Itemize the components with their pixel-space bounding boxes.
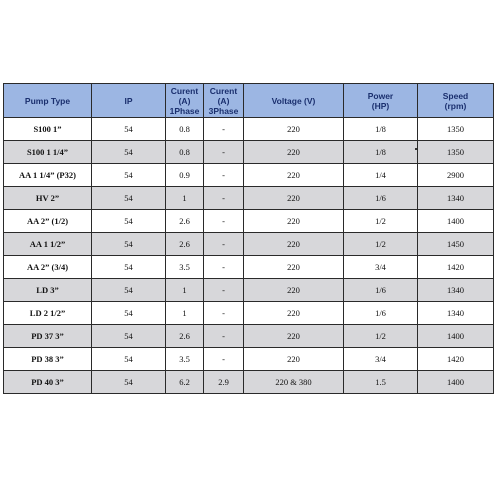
cell-cur3: 2.9 <box>204 371 244 394</box>
cell-type: PD 40 3” <box>4 371 92 394</box>
cell-ip: 54 <box>92 141 166 164</box>
cell-volt: 220 <box>244 348 344 371</box>
cell-cur1: 0.9 <box>166 164 204 187</box>
table-row <box>4 348 494 371</box>
cell-power: 3/4 <box>344 348 418 371</box>
cell-power: 1/6 <box>344 187 418 210</box>
cell-cur1: 3.5 <box>166 256 204 279</box>
table-row <box>4 141 494 164</box>
header-type <box>4 84 92 118</box>
cell-speed: 1420 <box>418 348 494 371</box>
header-speed-line: Speed <box>442 90 469 101</box>
cell-speed: 1350 <box>418 141 494 164</box>
cell-ip: 54 <box>92 371 166 394</box>
cell-volt: 220 <box>244 210 344 233</box>
cell-cur3: - <box>204 256 244 279</box>
cell-speed: 1450 <box>418 233 494 256</box>
header-cur3 <box>204 84 244 118</box>
header-cur1-line: Curent <box>170 85 199 96</box>
table-row <box>4 279 494 302</box>
cell-cur3: - <box>204 187 244 210</box>
header-cur1-line: 1Phase <box>169 105 200 116</box>
cell-cur1: 2.6 <box>166 210 204 233</box>
cell-type: S100 1” <box>4 118 92 141</box>
cell-speed: 2900 <box>418 164 494 187</box>
cell-cur3: - <box>204 210 244 233</box>
cell-speed: 1420 <box>418 256 494 279</box>
cell-speed: 1340 <box>418 187 494 210</box>
cell-ip: 54 <box>92 233 166 256</box>
cell-type: AA 1 1/2” <box>4 233 92 256</box>
cell-type: AA 1 1/4” (P32) <box>4 164 92 187</box>
header-power <box>344 84 418 118</box>
cell-volt: 220 & 380 <box>244 371 344 394</box>
cell-volt: 220 <box>244 187 344 210</box>
pump-spec-table <box>3 83 494 394</box>
cell-cur3: - <box>204 141 244 164</box>
header-volt-line: Voltage (V) <box>271 95 316 106</box>
cell-volt: 220 <box>244 325 344 348</box>
cell-speed: 1340 <box>418 302 494 325</box>
cell-power: 3/4 <box>344 256 418 279</box>
cell-type: LD 2 1/2” <box>4 302 92 325</box>
header-ip-line: IP <box>124 95 133 106</box>
cell-ip: 54 <box>92 187 166 210</box>
table-row <box>4 118 494 141</box>
cell-cur3: - <box>204 118 244 141</box>
cell-ip: 54 <box>92 302 166 325</box>
cell-type: LD 3” <box>4 279 92 302</box>
cell-power: 1/4 <box>344 164 418 187</box>
cell-power: 1/2 <box>344 233 418 256</box>
cell-cur1: 0.8 <box>166 118 204 141</box>
cell-cur1: 6.2 <box>166 371 204 394</box>
cell-ip: 54 <box>92 325 166 348</box>
table-row <box>4 210 494 233</box>
cell-type: S100 1 1/4” <box>4 141 92 164</box>
cell-volt: 220 <box>244 141 344 164</box>
table-header <box>4 84 494 118</box>
cell-cur1: 1 <box>166 187 204 210</box>
header-cur1-line: (A) <box>178 95 191 106</box>
cell-power: 1/2 <box>344 210 418 233</box>
header-cur1 <box>166 84 204 118</box>
cell-speed: 1400 <box>418 210 494 233</box>
header-ip <box>92 84 166 118</box>
cell-cur1: 1 <box>166 302 204 325</box>
table-body <box>4 118 494 394</box>
cell-cur1: 2.6 <box>166 233 204 256</box>
cell-volt: 220 <box>244 233 344 256</box>
stray-dot <box>415 148 417 150</box>
cell-volt: 220 <box>244 279 344 302</box>
cell-ip: 54 <box>92 118 166 141</box>
cell-volt: 220 <box>244 256 344 279</box>
cell-type: PD 37 3” <box>4 325 92 348</box>
header-cur3-line: 3Phase <box>208 105 239 116</box>
header-speed <box>418 84 494 118</box>
cell-ip: 54 <box>92 348 166 371</box>
cell-ip: 54 <box>92 279 166 302</box>
header-row <box>4 84 494 118</box>
cell-speed: 1400 <box>418 371 494 394</box>
header-power-line: Power <box>367 90 394 101</box>
cell-type: PD 38 3” <box>4 348 92 371</box>
table-row <box>4 371 494 394</box>
cell-power: 1/8 <box>344 141 418 164</box>
cell-speed: 1400 <box>418 325 494 348</box>
cell-cur3: - <box>204 233 244 256</box>
table-row <box>4 325 494 348</box>
cell-speed: 1350 <box>418 118 494 141</box>
cell-cur1: 0.8 <box>166 141 204 164</box>
table-row <box>4 187 494 210</box>
cell-cur1: 1 <box>166 279 204 302</box>
cell-volt: 220 <box>244 164 344 187</box>
header-cur3-line: Curent <box>209 85 238 96</box>
cell-type: HV 2” <box>4 187 92 210</box>
cell-cur1: 2.6 <box>166 325 204 348</box>
cell-type: AA 2” (3/4) <box>4 256 92 279</box>
cell-cur3: - <box>204 302 244 325</box>
cell-cur3: - <box>204 348 244 371</box>
cell-cur3: - <box>204 325 244 348</box>
cell-power: 1/8 <box>344 118 418 141</box>
table-row <box>4 164 494 187</box>
cell-cur3: - <box>204 279 244 302</box>
table-row <box>4 233 494 256</box>
cell-power: 1/2 <box>344 325 418 348</box>
cell-cur3: - <box>204 164 244 187</box>
cell-ip: 54 <box>92 210 166 233</box>
cell-power: 1.5 <box>344 371 418 394</box>
table-row <box>4 302 494 325</box>
header-speed-line: (rpm) <box>444 100 467 111</box>
header-cur3-line: (A) <box>217 95 230 106</box>
header-type-line: Pump Type <box>24 95 71 106</box>
cell-type: AA 2” (1/2) <box>4 210 92 233</box>
cell-speed: 1340 <box>418 279 494 302</box>
cell-power: 1/6 <box>344 302 418 325</box>
header-volt <box>244 84 344 118</box>
table-row <box>4 256 494 279</box>
cell-volt: 220 <box>244 302 344 325</box>
cell-ip: 54 <box>92 164 166 187</box>
cell-power: 1/6 <box>344 279 418 302</box>
header-power-line: (HP) <box>371 100 390 111</box>
cell-volt: 220 <box>244 118 344 141</box>
cell-ip: 54 <box>92 256 166 279</box>
cell-cur1: 3.5 <box>166 348 204 371</box>
